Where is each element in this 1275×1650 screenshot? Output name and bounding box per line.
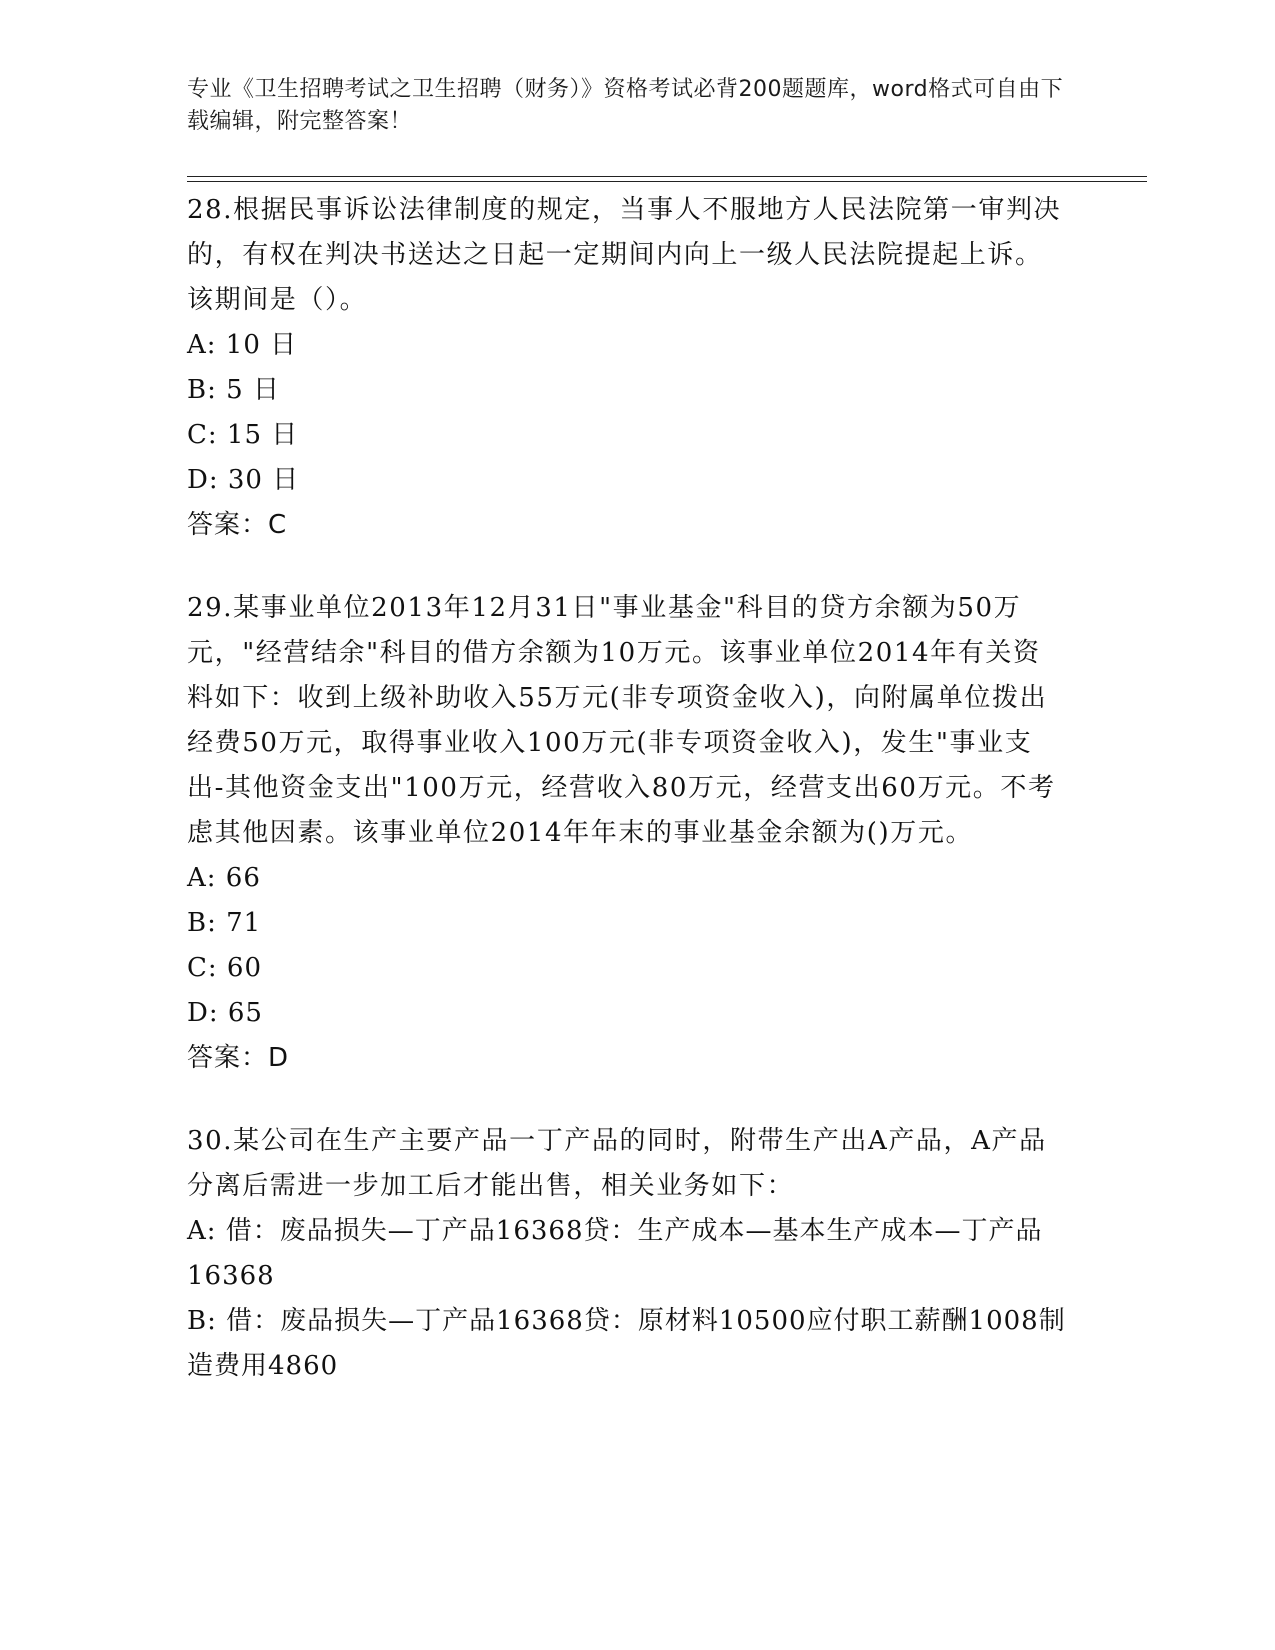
question-text: 30.某公司在生产主要产品一丁产品的同时，附带生产出A产品，A产品分离后需进一步加工后才能出售，相关业务如下：: [187, 1126, 1047, 1201]
header-text: 专业《卫生招聘考试之卫生招聘（财务）》资格考试必背200题题库，word格式可自由下载编辑，附完整答案！: [187, 77, 1064, 134]
question-text: 28.根据民事诉讼法律制度的规定，当事人不服地方人民法院第一审判决的，有权在判决书送达之日起一定期间内向上一级人民法院提起上诉。该期间是（）。: [187, 195, 1062, 315]
question-30: [187, 1119, 1067, 1389]
question-28: [187, 188, 1067, 548]
option-a: A: 10 日: [187, 330, 298, 360]
header-rule-top: [187, 176, 1147, 177]
option-d: D: 65: [187, 998, 263, 1028]
question-text: 29.某事业单位2013年12月31日"事业基金"科目的贷方余额为50万元，"经营结余"科目的借方余额为10万元。该事业单位2014年有关资料如下：收到上级补助收入55万元(非专项资金收入)，向附属单位拨出经费50万元，取得事业收入100万元(非专项资金收入)，发生"事业支出-其他资金支出"100万元，经营收入80万元，经营支出60万元。不考虑其他因素。该事业单位2014年年末的事业基金余额为()万元。: [187, 593, 1056, 848]
option-a: A: 66: [187, 863, 261, 893]
question-list: [187, 188, 1067, 1427]
page-header: [187, 74, 1067, 138]
header-rule-bottom: [187, 181, 1147, 182]
option-a: A: 借：废品损失—丁产品16368贷：生产成本—基本生产成本—丁产品16368: [187, 1216, 1043, 1291]
option-b: B: 5 日: [187, 375, 280, 405]
option-d: D: 30 日: [187, 465, 300, 495]
option-b: B: 71: [187, 908, 262, 938]
question-29: [187, 586, 1067, 1081]
answer: 答案：C: [187, 510, 288, 540]
answer: 答案：D: [187, 1043, 290, 1073]
option-c: C: 15 日: [187, 420, 299, 450]
option-c: C: 60: [187, 953, 263, 983]
option-b: B: 借：废品损失—丁产品16368贷：原材料10500应付职工薪酬1008制造费用4860: [187, 1306, 1066, 1381]
